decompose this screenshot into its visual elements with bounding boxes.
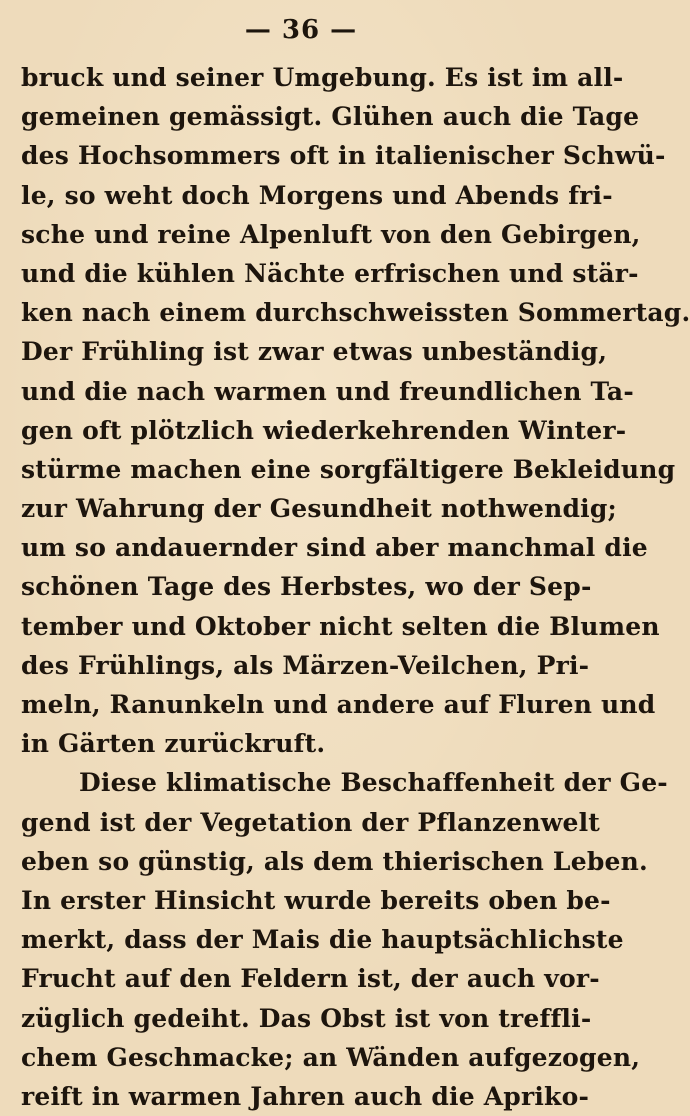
- text-line: gen oft plötzlich wiederkehrenden Winter-: [21, 415, 627, 445]
- text-line: schönen Tage des Herbstes, wo der Sep-: [21, 572, 592, 602]
- text-line: In erster Hinsicht wurde bereits oben be-: [21, 885, 611, 915]
- text-line: zur Wahrung der Gesundheit nothwendig;: [21, 494, 617, 524]
- body-text: [21, 58, 690, 1116]
- text-line: le, so weht doch Morgens und Abends fri-: [21, 180, 613, 210]
- text-line: reift in warmen Jahren auch die Apriko-: [21, 1081, 590, 1111]
- text-line: bruck und seiner Umgebung. Es ist im all-: [21, 63, 624, 92]
- text-line: meln, Ranunkeln und andere auf Fluren und: [21, 690, 656, 719]
- text-line: ken nach einem durchschweissten Sommertag.: [21, 298, 690, 328]
- text-line: chem Geschmacke; an Wänden aufgezogen,: [21, 1042, 641, 1072]
- text-line: eben so günstig, als dem thierischen Leben.: [21, 846, 648, 876]
- text-line: um so andauernder sind aber manchmal die: [21, 533, 648, 563]
- text-line: merkt, dass der Mais die hauptsächlichste: [21, 925, 624, 955]
- text-line: Frucht auf den Feldern ist, der auch vor-: [21, 964, 600, 994]
- text-line: und die nach warmen und freundlichen Ta-: [21, 376, 634, 406]
- text-line: züglich gedeiht. Das Obst ist von treffli-: [21, 1003, 592, 1033]
- paragraph-end-line: in Gärten zurückruft.: [21, 729, 326, 759]
- text-line: gend ist der Vegetation der Pflanzenwelt: [21, 807, 601, 837]
- paragraph-start-line: Diese klimatische Beschaffenheit der Ge-: [79, 768, 668, 798]
- text-line: des Frühlings, als Märzen-Veilchen, Pri-: [21, 650, 590, 680]
- text-line: des Hochsommers oft in italienischer Schwü-: [21, 141, 666, 171]
- text-line: und die kühlen Nächte erfrischen und stär-: [21, 258, 639, 288]
- text-line: Der Frühling ist zwar etwas unbeständig,: [21, 337, 608, 367]
- page-number: — 36 —: [244, 15, 358, 45]
- text-line: stürme machen eine sorgfältigere Bekleidung: [21, 454, 676, 484]
- text-line: sche und reine Alpenluft von den Gebirgen,: [21, 219, 641, 249]
- text-line: gemeinen gemässigt. Glühen auch die Tage: [21, 102, 640, 132]
- text-line: tember und Oktober nicht selten die Blumen: [21, 611, 660, 641]
